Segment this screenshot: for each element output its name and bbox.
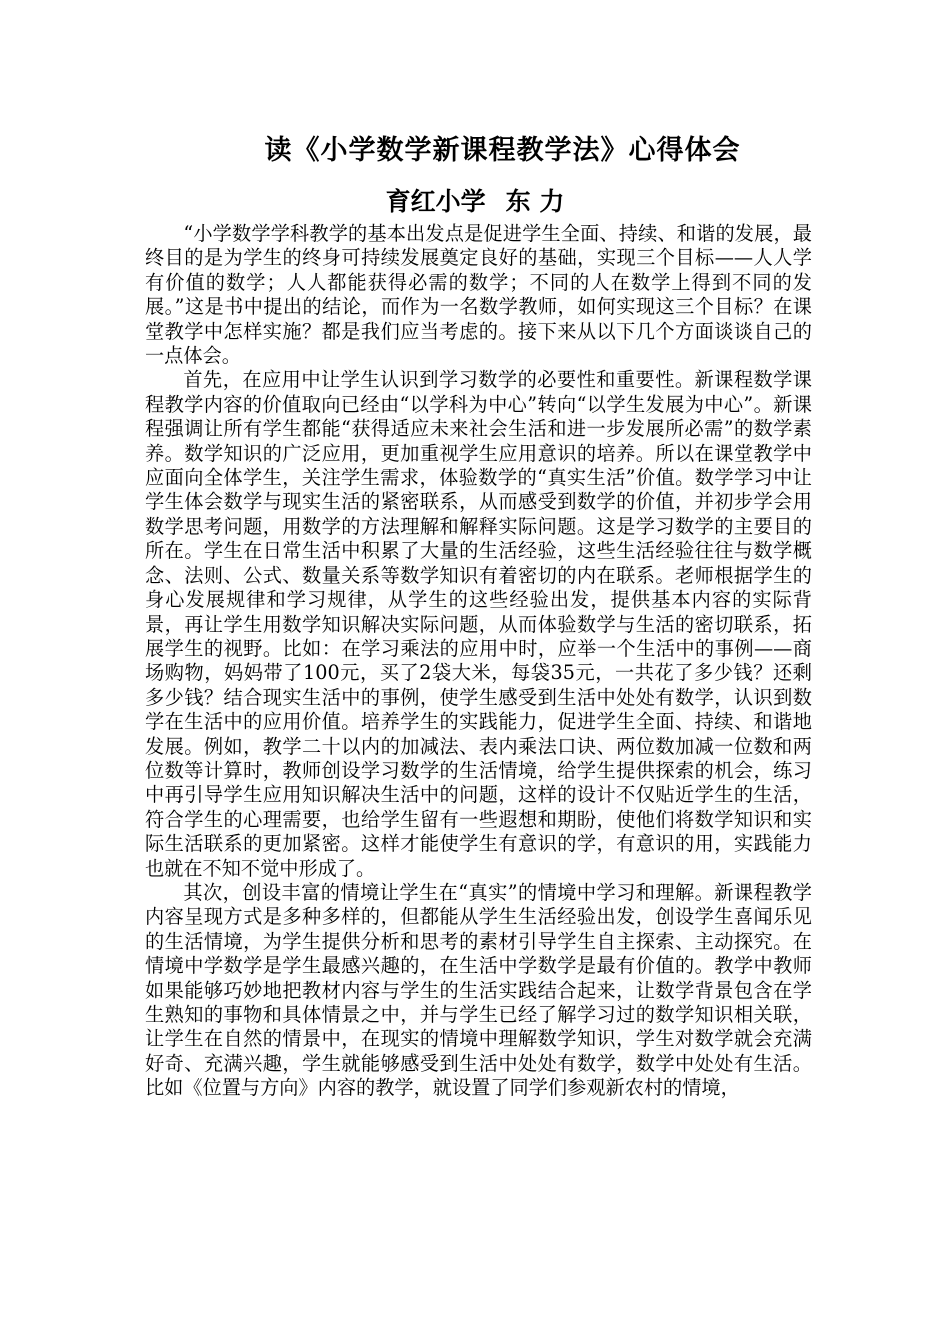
paragraph-second: 其次，创设丰富的情境让学生在“真实”的情境中学习和理解。新课程教学内容呈现方式是多种多样的，但都能从学生生活经验出发，创设学生喜闻乐见的生活情境，为学生提供分析和思考的素材引导学生自主探索、主动探究。在情境中学数学是学生最感兴趣的，在生活中学数学是最有价值的。教学中教师如果能够巧妙地把教材内容与学生的生活实践结合起来，让数学背景包含在学生熟知的事物和具体情景之中，并与学生已经了解学习过的数学知识相关联，让学生在自然的情景中，在现实的情境中理解数学知识，学生对数学就会充满好奇、充满兴趣，学生就能够感受到生活中处处有数学，数学中处处有生活。比如《位置与方向》内容的教学，就设置了同学们参观新农村的情境， — [145, 880, 812, 1100]
document-title: 读《小学数学新课程教学法》心得体会 — [264, 135, 741, 166]
paragraph-first: 首先，在应用中让学生认识到学习数学的必要性和重要性。新课程数学课程教学内容的价值取向已经由“以学科为中心”转向“以学生发展为中心”。新课程强调让所有学生都能“获得适应未来社会生活和进一步发展所必需”的数学素养。数学知识的广泛应用，更加重视学生应用意识的培养。所以在课堂教学中应面向全体学生，关注学生需求，体验数学的“真实生活”价值。数学学习中让学生体会数学与现实生活的紧密联系，从而感受到数学的价值，并初步学会用数学思考问题，用数学的方法理解和解释实际问题。这是学习数学的主要目的所在。学生在日常生活中积累了大量的生活经验，这些生活经验往往与数学概念、法则、公式、数量关系等数学知识有着密切的内在联系。老师根据学生的身心发展规律和学习规律，从学生的这些经验出发，提供基本内容的实际背景，再让学生用数学知识解决实际问题，从而体验数学与生活的密切联系，拓展学生的视野。比如：在学习乘法的应用中时，应举一个生活中的事例——商场购物，妈妈带了100元，买了2袋大米，每袋35元，一共花了多少钱？还剩多少钱？结合现实生活中的事例，使学生感受到生活中处处有数学，认识到数学在生活中的应用价值。培养学生的实践能力，促进学生全面、持续、和谐地发展。例如，教学二十以内的加减法、表内乘法口诀、两位数加减一位数和两位数等计算时，教师创设学习数学的生活情境，给学生提供探索的机会，练习中再引导学生应用知识解决生活中的问题，这样的设计不仅贴近学生的生活，符合学生的心理需要，也给学生留有一些遐想和期盼，使他们将数学知识和实际生活联系的更加紧密。这样才能使学生有意识的学，有意识的用，实践能力也就在不知不觉中形成了。 — [145, 368, 812, 880]
author-line — [0, 182, 950, 218]
paragraph-intro: “小学数学学科教学的基本出发点是促进学生全面、持续、和谐的发展，最终目的是为学生的终身可持续发展奠定良好的基础，实现三个目标——人人学有价值的数学；人人都能获得必需的数学；不同的人在数学上得到不同的发展。”这是书中提出的结论，而作为一名数学教师，如何实现这三个目标？在课堂教学中怎样实施？都是我们应当考虑的。接下来从以下几个方面谈谈自己的一点体会。 — [145, 222, 812, 368]
author-name: 东 力 — [505, 187, 565, 216]
document-body — [145, 222, 812, 1101]
author-school: 育红小学 — [385, 187, 486, 216]
